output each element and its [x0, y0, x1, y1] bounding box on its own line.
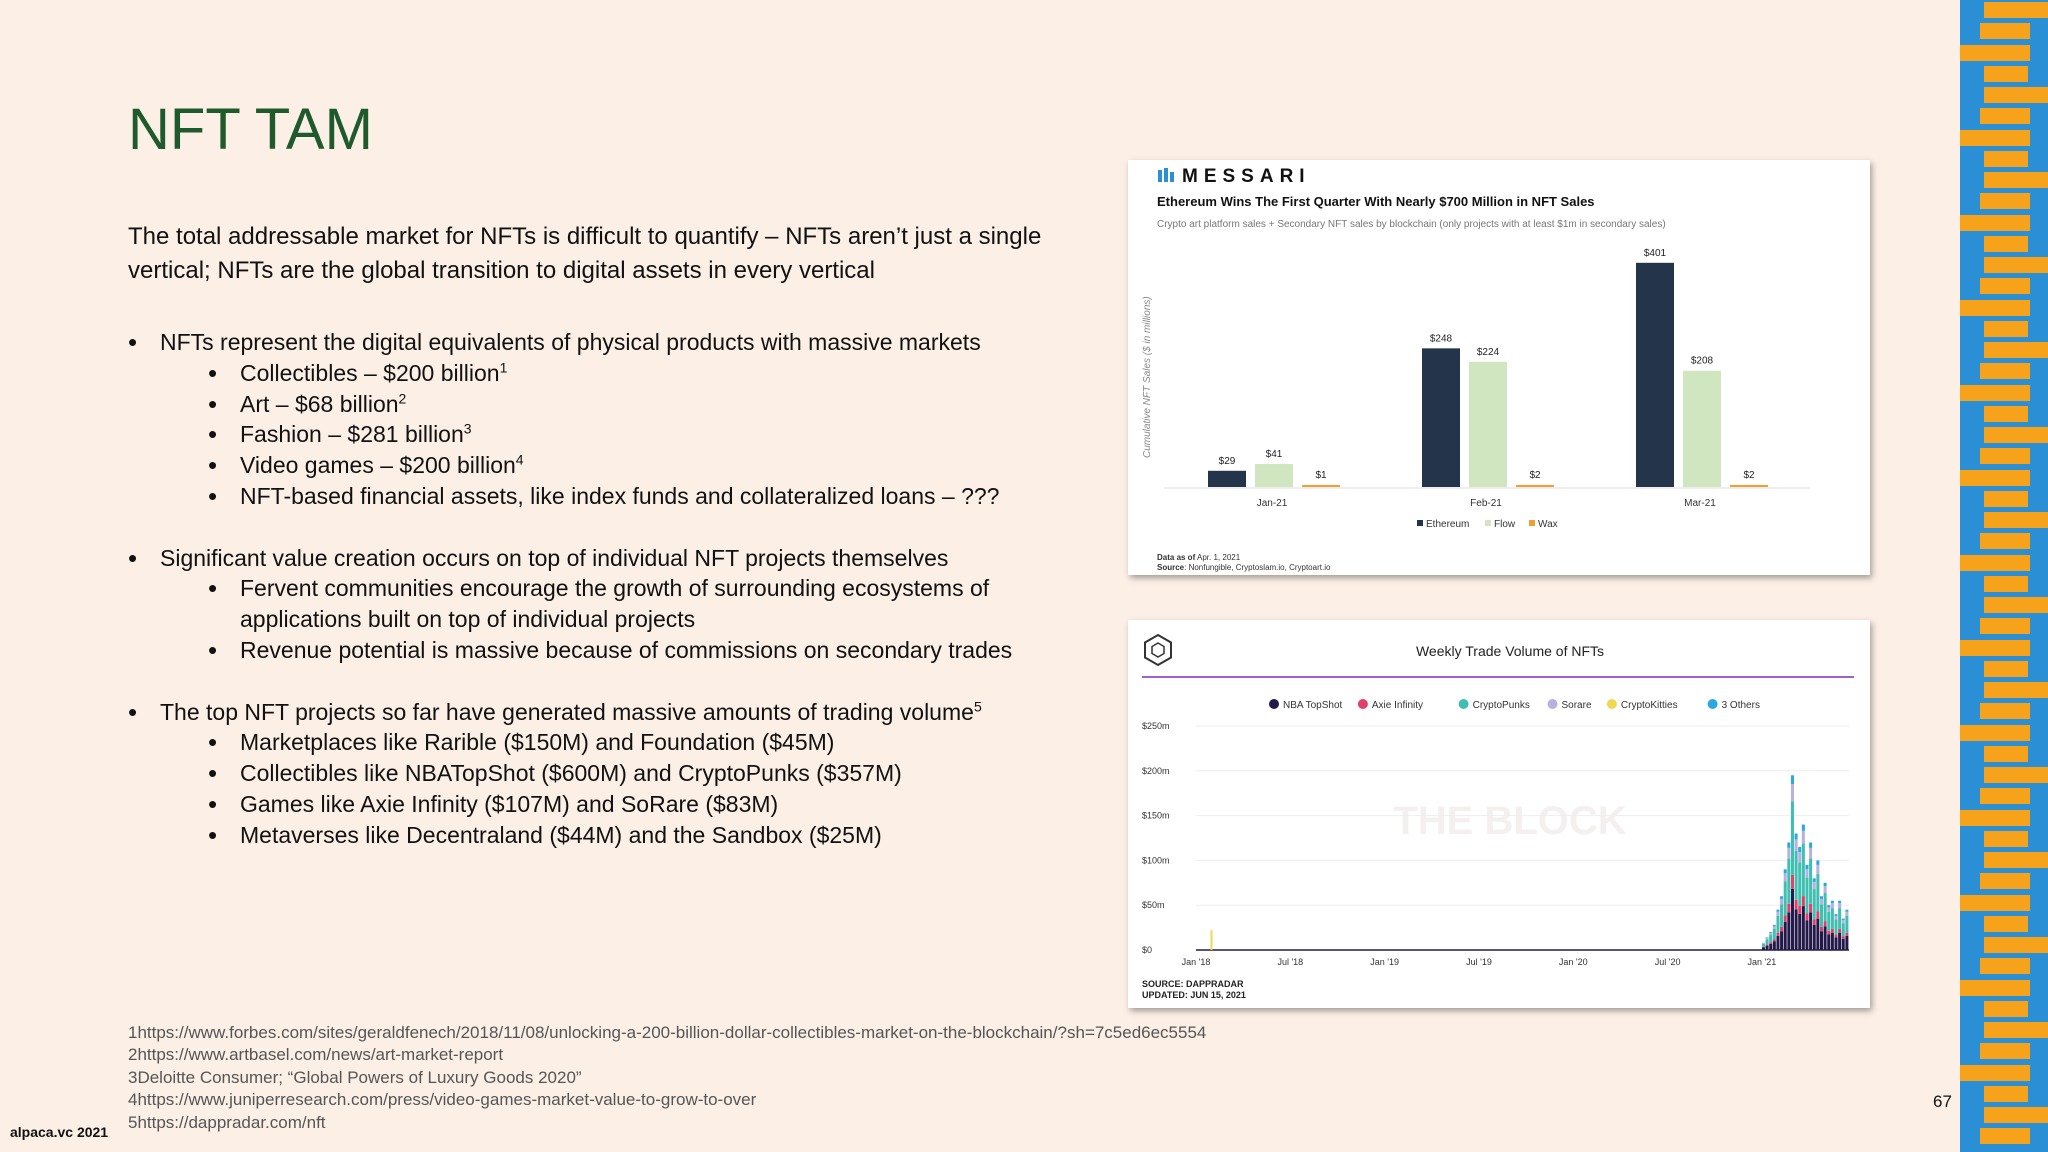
legend-label: CryptoPunks	[1472, 700, 1530, 711]
x-tick-label: Feb-21	[1470, 498, 1502, 509]
volume-bar-segment	[1816, 860, 1819, 864]
volume-bar-segment	[1787, 859, 1790, 904]
volume-bar-segment	[1831, 933, 1834, 950]
decorative-stripe	[1960, 0, 2048, 1152]
volume-bar-segment	[1795, 839, 1798, 851]
volume-bar-segment	[1780, 899, 1783, 904]
sub-bullet-item: • Collectibles like NBATopShot ($600M) and CryptoPunks ($357M)	[128, 758, 1088, 789]
stripe-bar	[1984, 151, 2028, 167]
stripe-bar	[1980, 23, 2030, 39]
volume-bar-segment	[1784, 873, 1787, 881]
stripe-bar	[1980, 788, 2030, 804]
stripe-bar	[1980, 278, 2030, 294]
volume-bar-segment	[1842, 920, 1845, 923]
footnote: 5https://dappradar.com/nft	[128, 1112, 326, 1132]
volume-bar-segment	[1805, 869, 1808, 878]
legend-label: Wax	[1538, 519, 1558, 530]
volume-bar-segment	[1780, 896, 1783, 899]
y-tick-label: $200m	[1142, 765, 1170, 776]
stripe-bar	[1984, 831, 2028, 847]
volume-bar-segment	[1820, 899, 1823, 904]
sub-bullet-item: • Revenue potential is massive because of commissions on secondary trades	[128, 635, 1088, 666]
volume-bar-segment	[1780, 904, 1783, 927]
footnote-ref: 1	[499, 359, 508, 376]
brand-footer: alpaca.vc 2021	[10, 1124, 109, 1140]
stripe-bar	[1980, 448, 2030, 464]
legend-dot	[1459, 699, 1469, 709]
sub-bullet-item: • Art – $68 billion$^2$	[128, 389, 1088, 420]
volume-bar-segment	[1813, 925, 1816, 950]
stripe-bar	[1980, 363, 2030, 379]
volume-bar-segment	[1827, 907, 1830, 911]
sub-bullet-item: • NFT-based financial assets, like index funds and collateralized loans – ???	[128, 481, 1088, 512]
stripe-bar	[1984, 1001, 2028, 1017]
legend-label: Sorare	[1561, 700, 1592, 711]
bar-flow-1	[1469, 362, 1507, 487]
stripe-bar	[1960, 130, 2030, 146]
messari-bar-chart	[1128, 160, 1870, 575]
legend-dot	[1548, 699, 1558, 709]
bar-ethereum-1	[1422, 348, 1460, 487]
volume-bar-segment	[1827, 905, 1830, 907]
trade-volume-chart	[1128, 620, 1870, 1008]
legend-swatch	[1529, 520, 1535, 526]
bar-value-label: $29	[1218, 455, 1236, 467]
chart1-ylabel: Cumulative NFT Sales ($ in millions)	[1142, 296, 1153, 458]
chart1-source-label: Source	[1157, 563, 1185, 572]
volume-bar-segment	[1766, 946, 1769, 950]
x-tick-label: Jan '18	[1181, 957, 1211, 967]
stripe-bar	[1960, 45, 2030, 61]
stripe-bar	[1984, 597, 2048, 613]
footnote: 3Deloitte Consumer; “Global Powers of Luxury Goods 2020”	[128, 1067, 582, 1087]
volume-bar-segment	[1791, 889, 1794, 950]
stripe-bar	[1984, 661, 2028, 677]
volume-bar-segment	[1802, 843, 1805, 896]
volume-bar-segment	[1798, 906, 1801, 914]
intro-text: The total addressable market for NFTs is difficult to quantify – NFTs aren’t just a single vertical; NFTs are the global transition to digital assets in every vertical	[128, 223, 1042, 284]
stripe-bar	[1984, 66, 2028, 82]
volume-bar-segment	[1824, 926, 1827, 950]
bar-value-label: $2	[1529, 470, 1541, 481]
volume-bar-segment	[1842, 923, 1845, 936]
bar-value-label: $41	[1265, 449, 1283, 461]
bar-wax-2	[1730, 485, 1768, 487]
volume-bar-segment	[1824, 886, 1827, 893]
stripe-bar	[1984, 427, 2048, 443]
volume-bar-segment	[1762, 947, 1765, 948]
volume-bar-segment	[1824, 883, 1827, 886]
legend-swatch	[1417, 520, 1423, 526]
volume-bar-segment	[1842, 939, 1845, 950]
y-tick-label: $150m	[1142, 810, 1170, 821]
volume-bar-segment	[1820, 896, 1823, 899]
volume-bar-segment	[1805, 865, 1808, 869]
chart1-source-value: Nonfungible, Cryptoslam.io, Cryptoart.io	[1188, 563, 1331, 572]
volume-bar-segment	[1824, 921, 1827, 926]
stripe-bar	[1960, 725, 2030, 741]
volume-bar-segment	[1827, 912, 1830, 931]
volume-bar-segment	[1769, 933, 1772, 935]
stripe-bar	[1984, 236, 2028, 252]
volume-bar-segment	[1820, 931, 1823, 950]
volume-bar-segment	[1816, 874, 1819, 912]
volume-bar-segment	[1769, 935, 1772, 943]
legend-label: Ethereum	[1426, 519, 1470, 530]
x-tick-label: Jan-21	[1256, 498, 1288, 509]
volume-bar-segment	[1776, 912, 1779, 916]
legend-dot	[1358, 699, 1368, 709]
footnote: 1https://www.forbes.com/sites/geraldfenech/2018/11/08/unlocking-a-200-billion-dollar-collectibles-market-on-the-blockchain/?sh=7c5ed6ec5554	[128, 1023, 1207, 1042]
volume-bar-segment	[1838, 903, 1841, 908]
volume-bar-segment	[1842, 937, 1845, 940]
volume-bar-segment	[1813, 919, 1816, 925]
volume-bar-segment	[1784, 881, 1787, 915]
volume-bar-segment	[1780, 931, 1783, 950]
volume-bar-segment	[1834, 935, 1837, 938]
legend-label: 3 Others	[1721, 700, 1760, 711]
the-block-cube-icon	[1145, 635, 1171, 665]
stripe-bar	[1980, 873, 2030, 889]
chart2-source: SOURCE: DAPPRADAR	[1142, 979, 1244, 989]
volume-bar-segment	[1773, 926, 1776, 929]
bullet-list	[128, 327, 1088, 851]
volume-bar-segment	[1787, 842, 1790, 847]
volume-bar-segment	[1824, 893, 1827, 921]
volume-bar-segment	[1795, 900, 1798, 909]
stripe-bar	[1984, 852, 2048, 868]
footnote-ref: 2	[398, 389, 407, 406]
bar-value-label: $2	[1743, 470, 1755, 481]
volume-bar-segment	[1838, 901, 1841, 903]
chart2-watermark: THE BLOCK	[1393, 799, 1627, 843]
volume-bar-segment	[1762, 943, 1765, 944]
bar-value-label: $224	[1476, 346, 1500, 358]
volume-bar-segment	[1773, 941, 1776, 950]
volume-bar-segment	[1766, 938, 1769, 939]
footnote: 2https://www.artbasel.com/news/art-market-report	[128, 1045, 504, 1065]
x-tick-label: Jan '20	[1558, 957, 1588, 967]
volume-bar-segment	[1834, 920, 1837, 935]
chart1-note-label: Data as of	[1157, 553, 1196, 562]
bar-wax-0	[1302, 485, 1340, 487]
stripe-bar	[1980, 108, 2030, 124]
volume-bar-segment	[1820, 927, 1823, 931]
messari-brand: MESSARI	[1182, 166, 1311, 187]
stripe-bar	[1984, 746, 2028, 762]
volume-bar-segment	[1766, 937, 1769, 938]
footnote-ref: 3	[463, 420, 472, 437]
volume-bar-segment	[1769, 942, 1772, 943]
stripe-bar	[1960, 895, 2030, 911]
volume-bar-segment	[1784, 915, 1787, 921]
stripe-bar	[1984, 1022, 2048, 1038]
stripe-bar	[1984, 576, 2028, 592]
volume-bar-segment	[1798, 914, 1801, 950]
bar-ethereum-2	[1636, 263, 1674, 487]
volume-bar-segment	[1831, 908, 1834, 929]
volume-bar-segment	[1845, 912, 1848, 916]
x-tick-label: Jan '21	[1747, 957, 1777, 967]
bar-value-label: $208	[1690, 355, 1714, 367]
volume-bar-segment	[1776, 910, 1779, 912]
stripe-bar	[1984, 512, 2048, 528]
stripe-bar	[1960, 1065, 2030, 1081]
stripe-bar	[1980, 703, 2030, 719]
chart1-subtitle: Crypto art platform sales + Secondary NFT sales by blockchain (only projects with at least $1m in secondary sales)	[1157, 219, 1666, 230]
volume-bar-segment	[1809, 912, 1812, 950]
volume-bar-segment	[1831, 903, 1834, 908]
chart1-source: Source: Nonfungible, Cryptoslam.io, Cryptoart.io	[1157, 563, 1331, 572]
stripe-bar	[1984, 937, 2048, 953]
stripe-bar	[1980, 533, 2030, 549]
stripe-bar	[1984, 321, 2028, 337]
bar-value-label: $401	[1643, 247, 1667, 259]
volume-bar-segment	[1834, 914, 1837, 916]
volume-bar-segment	[1762, 947, 1765, 950]
bar-wax-1	[1516, 485, 1554, 487]
volume-bar-segment	[1787, 912, 1790, 950]
stripe-bar	[1984, 1086, 2028, 1102]
trade-volume-chart-card	[1128, 620, 1870, 1008]
volume-bar-segment	[1816, 919, 1819, 950]
volume-bar-segment	[1809, 848, 1812, 859]
chart2-updated: UPDATED: JUN 15, 2021	[1142, 990, 1246, 1000]
bar-value-label: $248	[1429, 333, 1453, 345]
chart1-note-value: Apr. 1, 2021	[1197, 553, 1241, 562]
legend-label: Axie Infinity	[1371, 700, 1424, 711]
volume-bar-segment	[1816, 865, 1819, 874]
volume-bar-segment	[1831, 929, 1834, 933]
stripe-bar	[1980, 618, 2030, 634]
messari-chart-card	[1128, 160, 1870, 575]
chart1-note	[1157, 553, 1241, 562]
volume-bar-segment	[1762, 944, 1765, 947]
sub-bullet-item: • Metaverses like Decentraland ($44M) and the Sandbox ($25M)	[128, 820, 1088, 851]
sub-bullet-item: • Collectibles – $200 billion$^1$	[128, 358, 1088, 389]
stripe-bar	[1984, 916, 2028, 932]
stripe-bar	[1984, 767, 2048, 783]
stripe-bar	[1984, 87, 2048, 103]
footnote: 4https://www.juniperresearch.com/press/video-games-market-value-to-grow-to-over	[128, 1090, 757, 1110]
legend-swatch	[1485, 520, 1491, 526]
volume-bar-segment	[1809, 904, 1812, 913]
bar-flow-0	[1255, 464, 1293, 487]
volume-bar-segment	[1845, 933, 1848, 936]
legend-dot	[1269, 699, 1279, 709]
y-tick-label: $50m	[1142, 900, 1165, 911]
sub-bullet-item: • Video games – $200 billion$^4$	[128, 450, 1088, 481]
volume-bar-segment	[1813, 882, 1816, 889]
stripe-bar	[1984, 1107, 2048, 1123]
volume-bar-segment	[1838, 933, 1841, 950]
volume-bar-segment	[1791, 875, 1794, 889]
stripe-bar	[1984, 406, 2028, 422]
page-number: 67	[1933, 1092, 1952, 1111]
stripe-bar	[1980, 958, 2030, 974]
stripe-bar	[1960, 810, 2030, 826]
stripe-bar	[1960, 215, 2030, 231]
volume-bar-segment	[1798, 862, 1801, 905]
bullet-item: • Significant value creation occurs on top of individual NFT projects themselves	[128, 543, 1088, 574]
stripe-bar	[1960, 385, 2030, 401]
stripe-bar	[1984, 342, 2048, 358]
legend-dot	[1708, 699, 1718, 709]
volume-bar-segment	[1791, 775, 1794, 784]
volume-bar-segment	[1798, 852, 1801, 862]
y-tick-label: $0	[1142, 945, 1153, 955]
volume-bar-segment	[1769, 944, 1772, 950]
volume-bar-segment	[1805, 920, 1808, 950]
stripe-bar	[1984, 257, 2048, 273]
volume-bar-segment	[1776, 933, 1779, 936]
bar-ethereum-0	[1208, 471, 1246, 487]
volume-bar-segment	[1802, 906, 1805, 950]
stripe-bar	[1960, 300, 2030, 316]
volume-bar-segment	[1845, 916, 1848, 933]
volume-bar-segment	[1798, 847, 1801, 852]
stripe-bar	[1960, 555, 2030, 571]
volume-bar-segment	[1809, 842, 1812, 847]
volume-bar-segment	[1784, 869, 1787, 873]
volume-bar-segment	[1834, 916, 1837, 920]
page-title: NFT TAM	[128, 97, 373, 162]
legend-label: NBA TopShot	[1283, 700, 1343, 711]
volume-bar-segment	[1813, 889, 1816, 919]
volume-bar-segment	[1827, 934, 1830, 950]
footnotes	[128, 1022, 1206, 1134]
volume-bar-segment	[1769, 932, 1772, 933]
x-tick-label: Jul '20	[1654, 957, 1681, 967]
bullet-item: • The top NFT projects so far have generated massive amounts of trading volume$^5$	[128, 697, 1088, 728]
volume-bar-segment	[1791, 801, 1794, 874]
volume-bar-segment	[1820, 904, 1823, 927]
volume-bar-segment	[1787, 848, 1790, 859]
volume-bar-segment	[1766, 939, 1769, 944]
bar-flow-2	[1683, 371, 1721, 487]
volume-bar-segment	[1773, 939, 1776, 941]
volume-bar-segment	[1816, 911, 1819, 918]
legend-dot	[1607, 699, 1617, 709]
x-tick-label: Jan '19	[1370, 957, 1400, 967]
sub-bullet-item: • Games like Axie Infinity ($107M) and SoRare ($83M)	[128, 789, 1088, 820]
volume-bar-segment	[1787, 904, 1790, 913]
volume-bar-segment	[1784, 922, 1787, 950]
y-tick-label: $100m	[1142, 855, 1170, 866]
stripe-bar	[1960, 640, 2030, 656]
legend-label: CryptoKitties	[1620, 700, 1678, 711]
stripe-bar	[1984, 491, 2028, 507]
volume-bar-segment	[1834, 937, 1837, 950]
volume-bar-segment	[1845, 936, 1848, 950]
volume-bar-segment	[1791, 784, 1794, 801]
volume-bar-segment	[1773, 925, 1776, 926]
y-tick-label: $250m	[1142, 721, 1170, 731]
stripe-bar	[1984, 2, 2048, 18]
volume-bar-segment	[1831, 901, 1834, 903]
stripe-bar	[1980, 1043, 2030, 1059]
volume-bar-segment	[1805, 878, 1808, 914]
chart1-title: Ethereum Wins The First Quarter With Nearly $700 Million in NFT Sales	[1157, 194, 1595, 209]
sub-bullet-item: • Fashion – $281 billion$^3$	[128, 419, 1088, 450]
sub-bullet-item: • Fervent communities encourage the growth of surrounding ecosystems of applications built on top of individual projects	[128, 573, 1088, 635]
volume-bar-segment	[1809, 859, 1812, 904]
bullet-item: • NFTs represent the digital equivalents of physical products with massive markets	[128, 327, 1088, 358]
bar-value-label: $1	[1315, 470, 1327, 481]
volume-bar-segment	[1795, 834, 1798, 840]
chart2-title: Weekly Trade Volume of NFTs	[1415, 643, 1605, 659]
volume-bar-segment	[1802, 831, 1805, 844]
stripe-bar	[1960, 470, 2030, 486]
x-tick-label: Jul '19	[1466, 957, 1492, 967]
x-tick-label: Mar-21	[1684, 498, 1716, 509]
legend-label: Flow	[1494, 519, 1516, 530]
volume-bar-segment	[1802, 825, 1805, 831]
messari-logo-icon	[1158, 168, 1174, 182]
stripe-bar	[1980, 193, 2030, 209]
volume-bar-segment	[1766, 945, 1769, 946]
stripe-bar	[1980, 1128, 2030, 1144]
footnote-ref: 4	[515, 451, 524, 468]
volume-bar-segment	[1842, 919, 1845, 921]
volume-bar-segment	[1795, 851, 1798, 900]
early-spike-bar	[1211, 930, 1213, 950]
volume-bar-segment	[1845, 910, 1848, 912]
volume-bar-segment	[1827, 931, 1830, 935]
volume-bar-segment	[1838, 908, 1841, 929]
stripe-bar	[1984, 172, 2048, 188]
volume-bar-segment	[1838, 929, 1841, 933]
sub-bullet-item: • Marketplaces like Rarible ($150M) and Foundation ($45M)	[128, 727, 1088, 758]
volume-bar-segment	[1776, 916, 1779, 933]
volume-bar-segment	[1795, 909, 1798, 950]
volume-bar-segment	[1805, 913, 1808, 920]
volume-bar-segment	[1802, 896, 1805, 906]
stripe-bar	[1960, 980, 2030, 996]
stripe-bar	[1984, 682, 2048, 698]
volume-bar-segment	[1776, 936, 1779, 950]
footnote-ref: 5	[973, 697, 982, 714]
volume-bar-segment	[1813, 878, 1816, 882]
volume-bar-segment	[1780, 927, 1783, 931]
x-tick-label: Jul '18	[1277, 957, 1304, 967]
volume-bar-segment	[1773, 929, 1776, 940]
